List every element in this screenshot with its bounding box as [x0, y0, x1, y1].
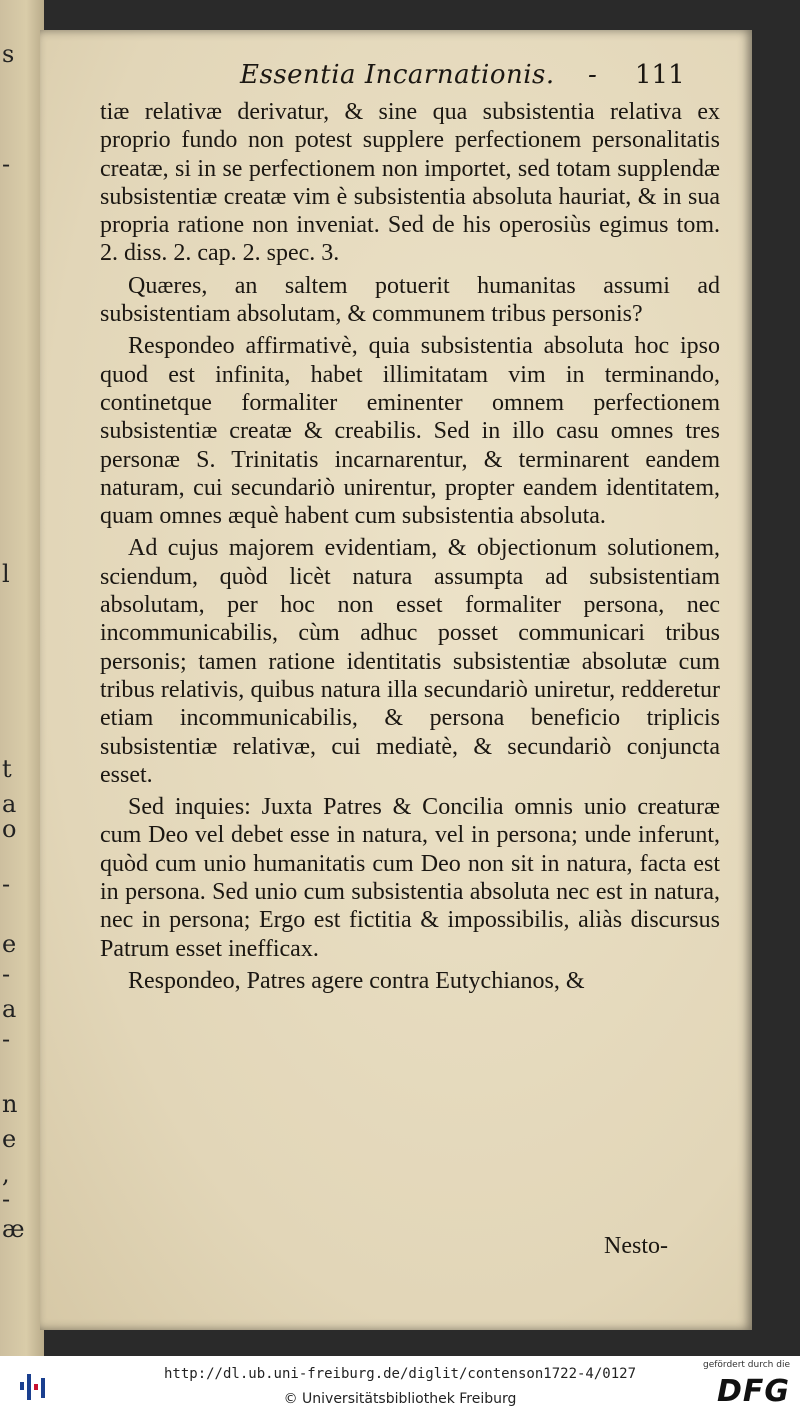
catchword: Nesto-: [604, 1233, 668, 1259]
paragraph: Quæres, an saltem potuerit humanitas assumi ad subsistentiam absolutam, & communem tribus personis?: [100, 272, 720, 328]
previous-page-letter: ,: [2, 1160, 10, 1188]
book-page: [40, 30, 752, 1330]
previous-page-letter: l: [2, 560, 10, 588]
previous-page-letter: o: [2, 815, 17, 843]
previous-page-letter: a: [2, 995, 17, 1023]
previous-page-letter: æ: [2, 1215, 25, 1243]
previous-page-letter: e: [2, 930, 17, 958]
header-separator: -: [588, 60, 597, 90]
document-url[interactable]: http://dl.ub.uni-freiburg.de/diglit/contenson1722-4/0127: [163, 1366, 636, 1382]
dfg-funding[interactable]: [704, 1360, 790, 1412]
paragraph: Respondeo affirmativè, quia subsistentia absoluta hoc ipso quod est infinita, habet illimitatam vim in terminando, continetque formaliter eminenter omnem perfectionem subsistentiæ creatæ & creabilis. Sed in illo casu omnes tres personæ S. Trinitatis incarnarentur, & terminarent eandem naturam, cui secundariò unirentur, propter eandem identitatem, quam omnes æquè habent cum subsistentia absoluta.: [100, 333, 720, 530]
paragraph: Respondeo, Patres agere contra Eutychianos, &: [128, 967, 585, 994]
previous-page-letter: -: [2, 150, 11, 178]
previous-page-letter: -: [2, 870, 11, 898]
funding-caption: gefördert durch die: [703, 1360, 790, 1370]
viewer-footer: [0, 1356, 800, 1414]
paragraph: Ad cujus majorem evidentiam, & objectionum solutionem, sciendum, quòd licèt natura assumpta ad subsistentiam absolutam, per hoc non esset formaliter persona, nec incommunicabilis, cùm adhuc posset communicari tribus personis; tamen ratione identitatis subsistentiæ absolutæ cum tribus relativis, quibus natura illa secundariò uniretur, redderetur etiam incommunicabilis, & persona beneficio triplicis subsistentiæ relativæ, cui mediatè, & secundariò conjuncta esset.: [100, 535, 720, 788]
paragraph: Sed inquies: Juxta Patres & Concilia omnis unio creaturæ cum Deo vel debet esse in natura, vel in persona; unde inferunt, quòd cum unio humanitatis cum Deo non sit in natura, facta est in persona. Sed unio cum subsistentia absoluta nec est in natura, nec in persona; Ergo est fictitia & impossibilis, aliàs discursus Patrum esset inefficax.: [100, 794, 720, 962]
previous-page-letter: e: [2, 1125, 17, 1153]
paragraph: tiæ relativæ derivatur, & sine qua subsistentia relativa ex proprio fundo non potest supplere perfectionem personalitatis creatæ, si in se perfectionem non importet, sed totam supplendæ subsistentiæ creatæ vim è subsistentia absoluta hauriat, & in sua propria ratione non inveniat. Sed de his operosiùs egimus tom. 2. diss. 2. cap. 2. spec. 3.: [100, 99, 720, 267]
previous-page-letter: t: [2, 755, 12, 783]
previous-page-letter: s: [2, 40, 15, 68]
previous-page-letter: -: [2, 960, 11, 988]
dfg-logo: DFG: [716, 1374, 790, 1409]
previous-page-letter: -: [2, 1025, 11, 1053]
page-header: [240, 60, 720, 100]
previous-page-letter: -: [2, 1185, 11, 1213]
previous-page-letter: n: [2, 1090, 18, 1118]
copyright-notice: © Universitätsbibliothek Freiburg: [283, 1391, 517, 1407]
page-number: 111: [635, 60, 685, 90]
page-body: [100, 98, 720, 999]
running-title: Essentia Incarnationis.: [240, 60, 555, 90]
previous-page-edge: [0, 0, 44, 1356]
previous-page-letter: a: [2, 790, 17, 818]
